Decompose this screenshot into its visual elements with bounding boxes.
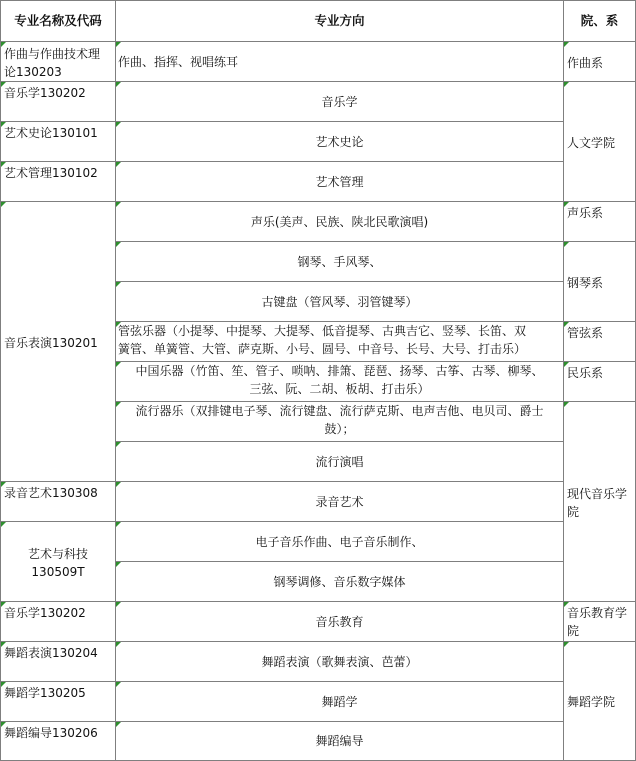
table-row [1, 42, 636, 82]
header-direction: 专业方向 [116, 1, 564, 42]
major-cell: 舞蹈学130205 [1, 682, 116, 722]
direction-cell [116, 402, 564, 442]
dept-name: 音乐教育学 [567, 606, 628, 620]
dept-cell: 人文学院 [564, 82, 636, 202]
table-row [1, 82, 636, 122]
dept-cell: 管弦系 [564, 322, 636, 362]
direction-cell: 舞蹈表演（歌舞表演、芭蕾） [116, 642, 564, 682]
direction-cell: 钢琴、手风琴、 [116, 242, 564, 282]
direction-cell: 流行演唱 [116, 442, 564, 482]
direction-line: 管弦乐器（小提琴、中提琴、大提琴、低音提琴、古典吉它、竖琴、长笛、双 [118, 324, 527, 338]
table-row [1, 482, 636, 522]
table-row [1, 522, 636, 562]
dept-cell: 民乐系 [564, 362, 636, 402]
direction-cell: 音乐教育 [116, 602, 564, 642]
direction-cell: 艺术史论 [116, 122, 564, 162]
dept-cell: 声乐系 [564, 202, 636, 242]
direction-cell: 录音艺术 [116, 482, 564, 522]
table-row [1, 602, 636, 642]
direction-cell: 古键盘（管风琴、羽管键琴） [116, 282, 564, 322]
table-row [1, 202, 636, 242]
direction-line: 中国乐器（竹笛、笙、管子、唢呐、排箫、琵琶、扬琴、古筝、古琴、柳琴、 [135, 364, 544, 378]
direction-cell: 钢琴调修、音乐数字媒体 [116, 562, 564, 602]
major-code: 130509T [31, 564, 85, 579]
header-dept: 院、系 [564, 1, 636, 42]
direction-cell [116, 322, 564, 362]
dept-cell: 舞蹈学院 [564, 642, 636, 761]
major-cell: 舞蹈编导130206 [1, 722, 116, 761]
major-cell: 艺术管理130102 [1, 162, 116, 202]
dept-cell [564, 602, 636, 642]
dept-cell: 作曲系 [564, 42, 636, 82]
major-cell [1, 522, 116, 602]
dept-cell: 钢琴系 [564, 242, 636, 322]
dept-name: 院 [567, 624, 580, 638]
direction-line: 流行器乐（双排键电子琴、流行键盘、流行萨克斯、电声吉他、电贝司、爵士 [135, 404, 544, 418]
major-cell: 舞蹈表演130204 [1, 642, 116, 682]
direction-cell: 电子音乐作曲、电子音乐制作、 [116, 522, 564, 562]
major-cell [1, 42, 116, 82]
direction-line: 鼓）； [324, 422, 355, 436]
direction-cell: 音乐学 [116, 82, 564, 122]
dept-name: 现代音乐学 [567, 486, 628, 501]
major-cell: 音乐学130202 [1, 602, 116, 642]
direction-cell [116, 362, 564, 402]
direction-cell: 舞蹈编导 [116, 722, 564, 761]
table-row [1, 682, 636, 722]
direction-line: 三弦、阮、二胡、板胡、打击乐） [249, 382, 430, 396]
header-row [1, 1, 636, 42]
direction-cell: 声乐(美声、民族、陕北民歌演唱) [116, 202, 564, 242]
major-cell: 音乐表演130201 [1, 202, 116, 482]
major-code: 论130203 [4, 64, 62, 79]
dept-name: 院 [567, 504, 580, 519]
direction-line: 簧管、单簧管、大管、萨克斯、小号、圆号、中音号、长号、大号、打击乐） [118, 342, 527, 356]
direction-cell: 艺术管理 [116, 162, 564, 202]
table-row [1, 122, 636, 162]
dept-cell [564, 402, 636, 602]
major-cell: 音乐学130202 [1, 82, 116, 122]
table-row [1, 722, 636, 761]
major-cell: 艺术史论130101 [1, 122, 116, 162]
major-name: 艺术与科技 [27, 546, 88, 561]
table-row [1, 642, 636, 682]
table-row [1, 162, 636, 202]
direction-cell: 作曲、指挥、视唱练耳 [116, 42, 564, 82]
direction-cell: 舞蹈学 [116, 682, 564, 722]
major-name: 作曲与作曲技术理 [4, 46, 101, 61]
header-major: 专业名称及代码 [1, 1, 116, 42]
major-cell: 录音艺术130308 [1, 482, 116, 522]
